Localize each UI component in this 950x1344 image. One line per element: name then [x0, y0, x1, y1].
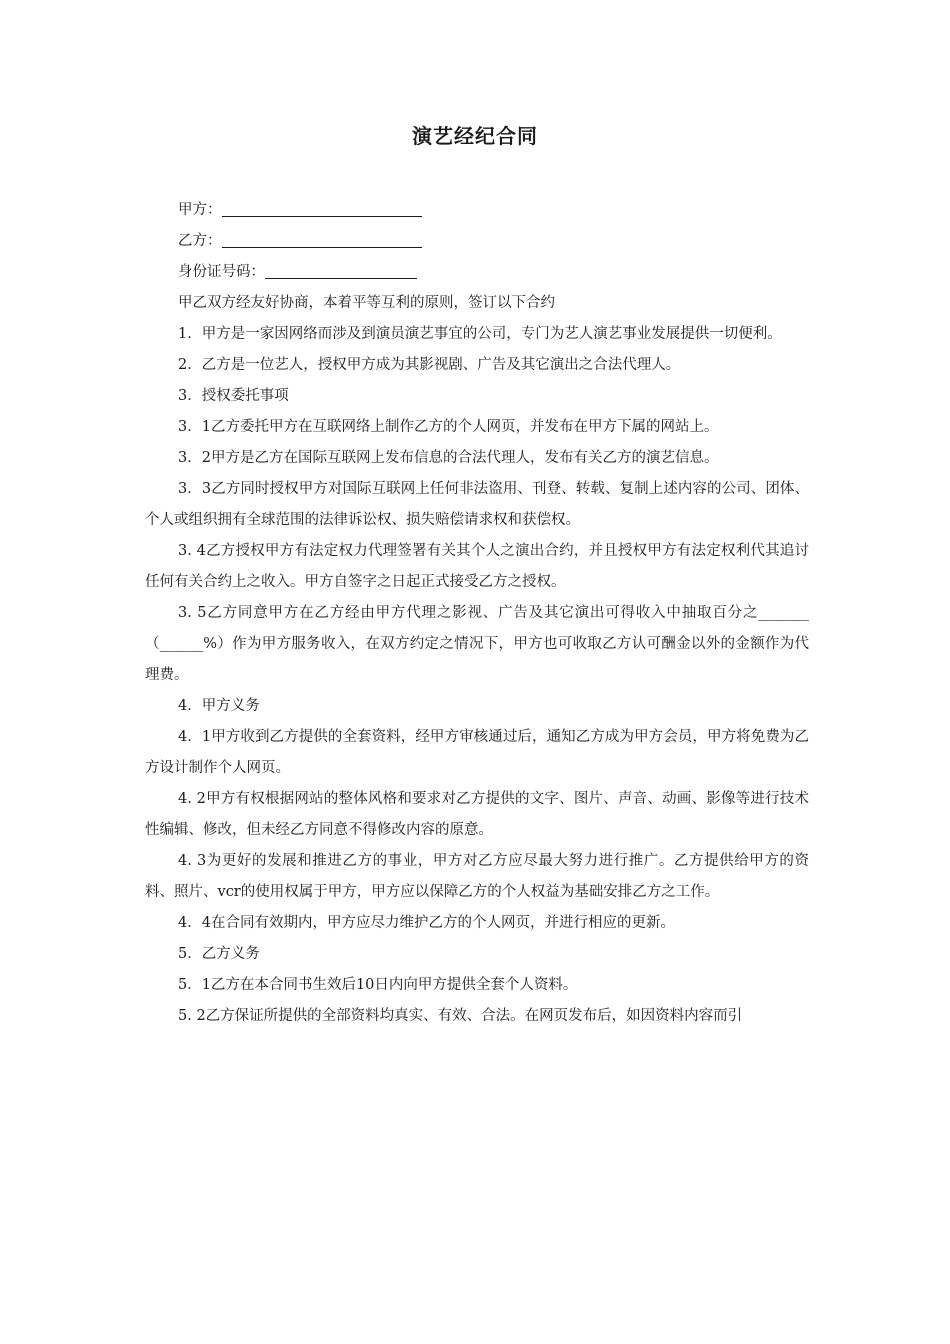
party-a-blank: [222, 198, 422, 217]
party-a-line: [145, 195, 809, 226]
id-number-blank: [265, 260, 417, 279]
paragraph-2: 2．乙方是一位艺人，授权甲方成为其影视剧、广告及其它演出之合法代理人。: [178, 357, 681, 373]
id-number-line: [145, 257, 809, 288]
paragraph-5-2: 5. 2乙方保证所提供的全部资料均真实、有效、合法。在网页发布后，如因资料内容而引: [178, 1008, 743, 1024]
paragraph-3-2: 3．2甲方是乙方在国际互联网上发布信息的合法代理人，发布有关乙方的演艺信息。: [178, 450, 719, 466]
paragraph-4-2: 4. 2甲方有权根据网站的整体风格和要求对乙方提供的文字、图片、声音、动画、影像等进行技术性编辑、修改，但未经乙方同意不得修改内容的原意。: [145, 791, 809, 838]
party-a-label: 甲方：: [178, 202, 222, 218]
paragraph-3: 3．授权委托事项: [178, 388, 289, 404]
party-b-blank: [222, 229, 422, 248]
paragraph-5: 5．乙方义务: [178, 946, 260, 962]
party-b-line: [145, 226, 809, 257]
paragraph-3-5: 3. 5乙方同意甲方在乙方经由甲方代理之影视、广告及其它演出可得收入中抽取百分之_______（______%）作为甲方服务收入，在双方约定之情况下，甲方也可收取乙方认可酬金以外的金额作为代理费。: [145, 605, 809, 683]
paragraph-4-1: 4．1甲方收到乙方提供的全套资料，经甲方审核通过后，通知乙方成为甲方会员，甲方将免费为乙方设计制作个人网页。: [145, 729, 809, 776]
paragraph-4-3: 4. 3为更好的发展和推进乙方的事业，甲方对乙方应尽最大努力进行推广。乙方提供给甲方的资料、照片、vcr的使用权属于甲方，甲方应以保障乙方的个人权益为基础安排乙方之工作。: [145, 853, 809, 900]
document-body: [145, 195, 809, 1032]
paragraph-preamble: 甲乙双方经友好协商，本着平等互利的原则，签订以下合约: [178, 295, 555, 311]
paragraph-4: 4．甲方义务: [178, 698, 260, 714]
id-number-label: 身份证号码：: [178, 264, 265, 280]
paragraph-1: 1．甲方是一家因网络而涉及到演员演艺事宜的公司，专门为艺人演艺事业发展提供一切便利。: [178, 326, 782, 342]
paragraph-3-4: 3. 4乙方授权甲方有法定权力代理签署有关其个人之演出合约，并且授权甲方有法定权利代其追讨任何有关合约上之收入。甲方自签字之日起正式接受乙方之授权。: [145, 543, 809, 590]
party-b-label: 乙方：: [178, 233, 222, 249]
paragraph-4-4: 4．4在合同有效期内，甲方应尽力维护乙方的个人网页，并进行相应的更新。: [178, 915, 675, 931]
paragraph-3-1: 3．1乙方委托甲方在互联网络上制作乙方的个人网页，并发布在甲方下属的网站上。: [178, 419, 719, 435]
paragraph-3-3: 3．3乙方同时授权甲方对国际互联网上任何非法盗用、刊登、转载、复制上述内容的公司、团体、个人或组织拥有全球范围的法律诉讼权、损失赔偿请求权和获偿权。: [145, 481, 809, 528]
paragraph-5-1: 5．1乙方在本合同书生效后10日内向甲方提供全套个人资料。: [178, 977, 578, 993]
document-title: 演艺经纪合同: [412, 124, 538, 148]
